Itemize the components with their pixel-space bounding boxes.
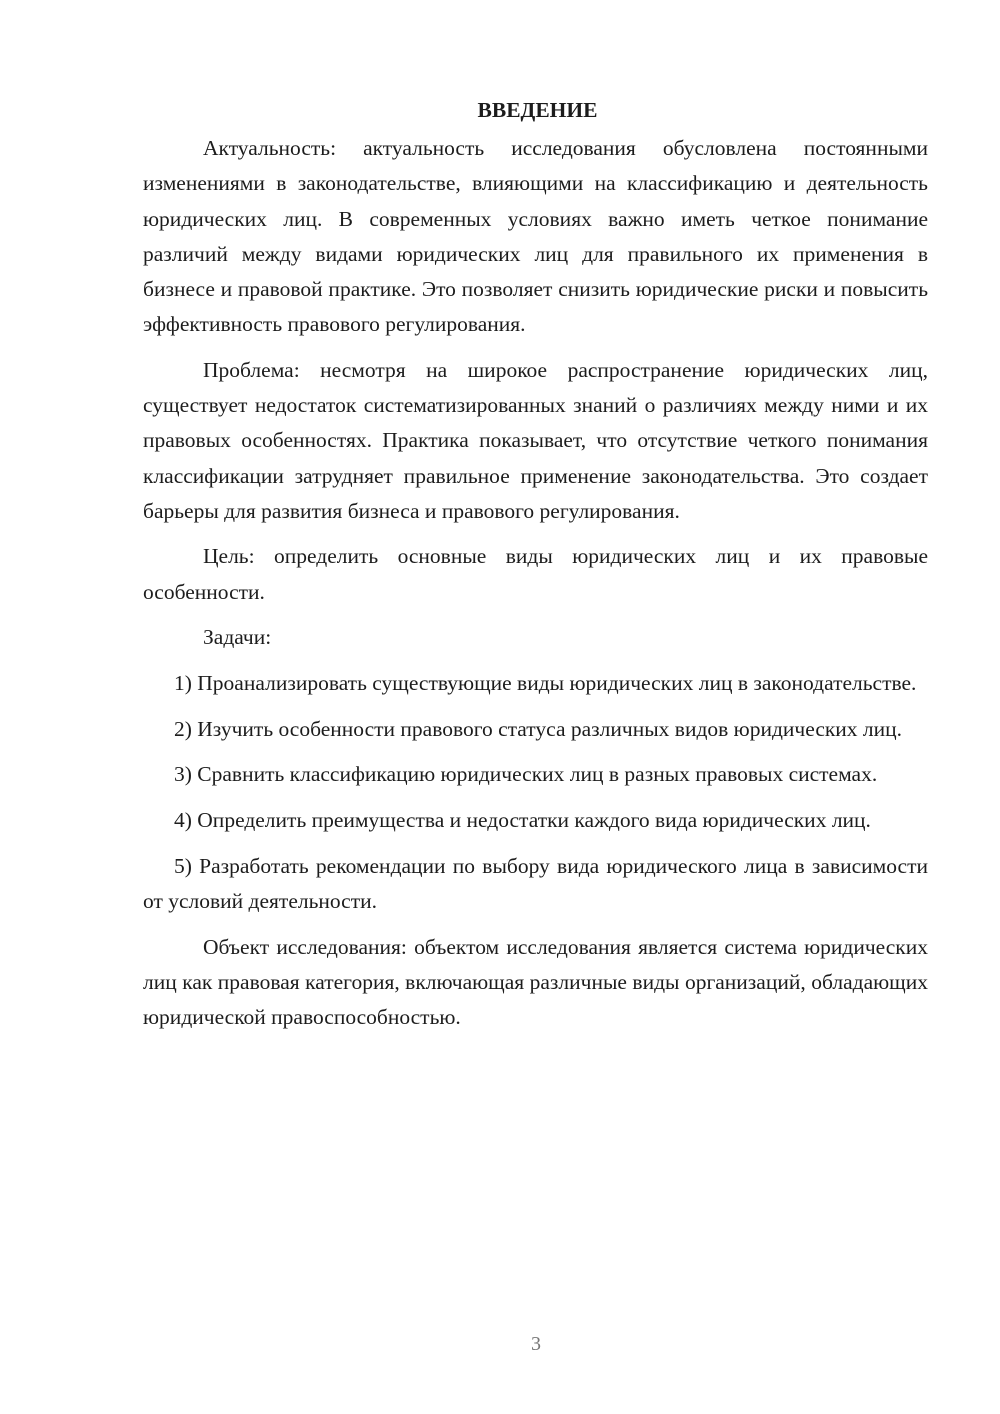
page-number: 3 xyxy=(531,1333,541,1355)
goal-paragraph: Цель: определить основные виды юридических лиц и их правовые особенности. xyxy=(143,544,928,604)
section-heading: ВВЕДЕНИЕ xyxy=(477,98,598,122)
page-body xyxy=(143,93,928,1046)
relevance-paragraph: Актуальность: актуальность исследования обусловлена постоянными изменениями в законодательстве, влияющими на классификацию и деятельность юридических лиц. В современных условиях важно иметь четкое понимание различий между видами юридических лиц для правильного их применения в бизнесе и правовой практике. Это позволяет снизить юридические риски и повысить эффективность правового регулирования. xyxy=(143,136,928,337)
task-item-3: 3) Сравнить классификацию юридических лиц в разных правовых системах. xyxy=(174,762,878,787)
tasks-label: Задачи: xyxy=(203,625,272,650)
problem-paragraph: Проблема: несмотря на широкое распространение юридических лиц, существует недостаток систематизированных знаний о различиях между ними и их правовых особенностях. Практика показывает, что отсутствие четкого понимания классификации затрудняет правильное применение законодательства. Это создает барьеры для развития бизнеса и правового регулирования. xyxy=(143,357,928,523)
task-item-5: 5) Разработать рекомендации по выбору вида юридического лица в зависимости от условий деятельности. xyxy=(143,853,928,914)
task-item-1: 1) Проанализировать существующие виды юридических лиц в законодательстве. xyxy=(174,671,917,696)
task-item-2: 2) Изучить особенности правового статуса различных видов юридических лиц. xyxy=(174,716,903,741)
task-item-4: 4) Определить преимущества и недостатки каждого вида юридических лиц. xyxy=(174,808,871,833)
object-paragraph: Объект исследования: объектом исследования является система юридических лиц как правовая категория, включающая различные виды организаций, обладающих юридической правоспособностью. xyxy=(143,934,928,1030)
